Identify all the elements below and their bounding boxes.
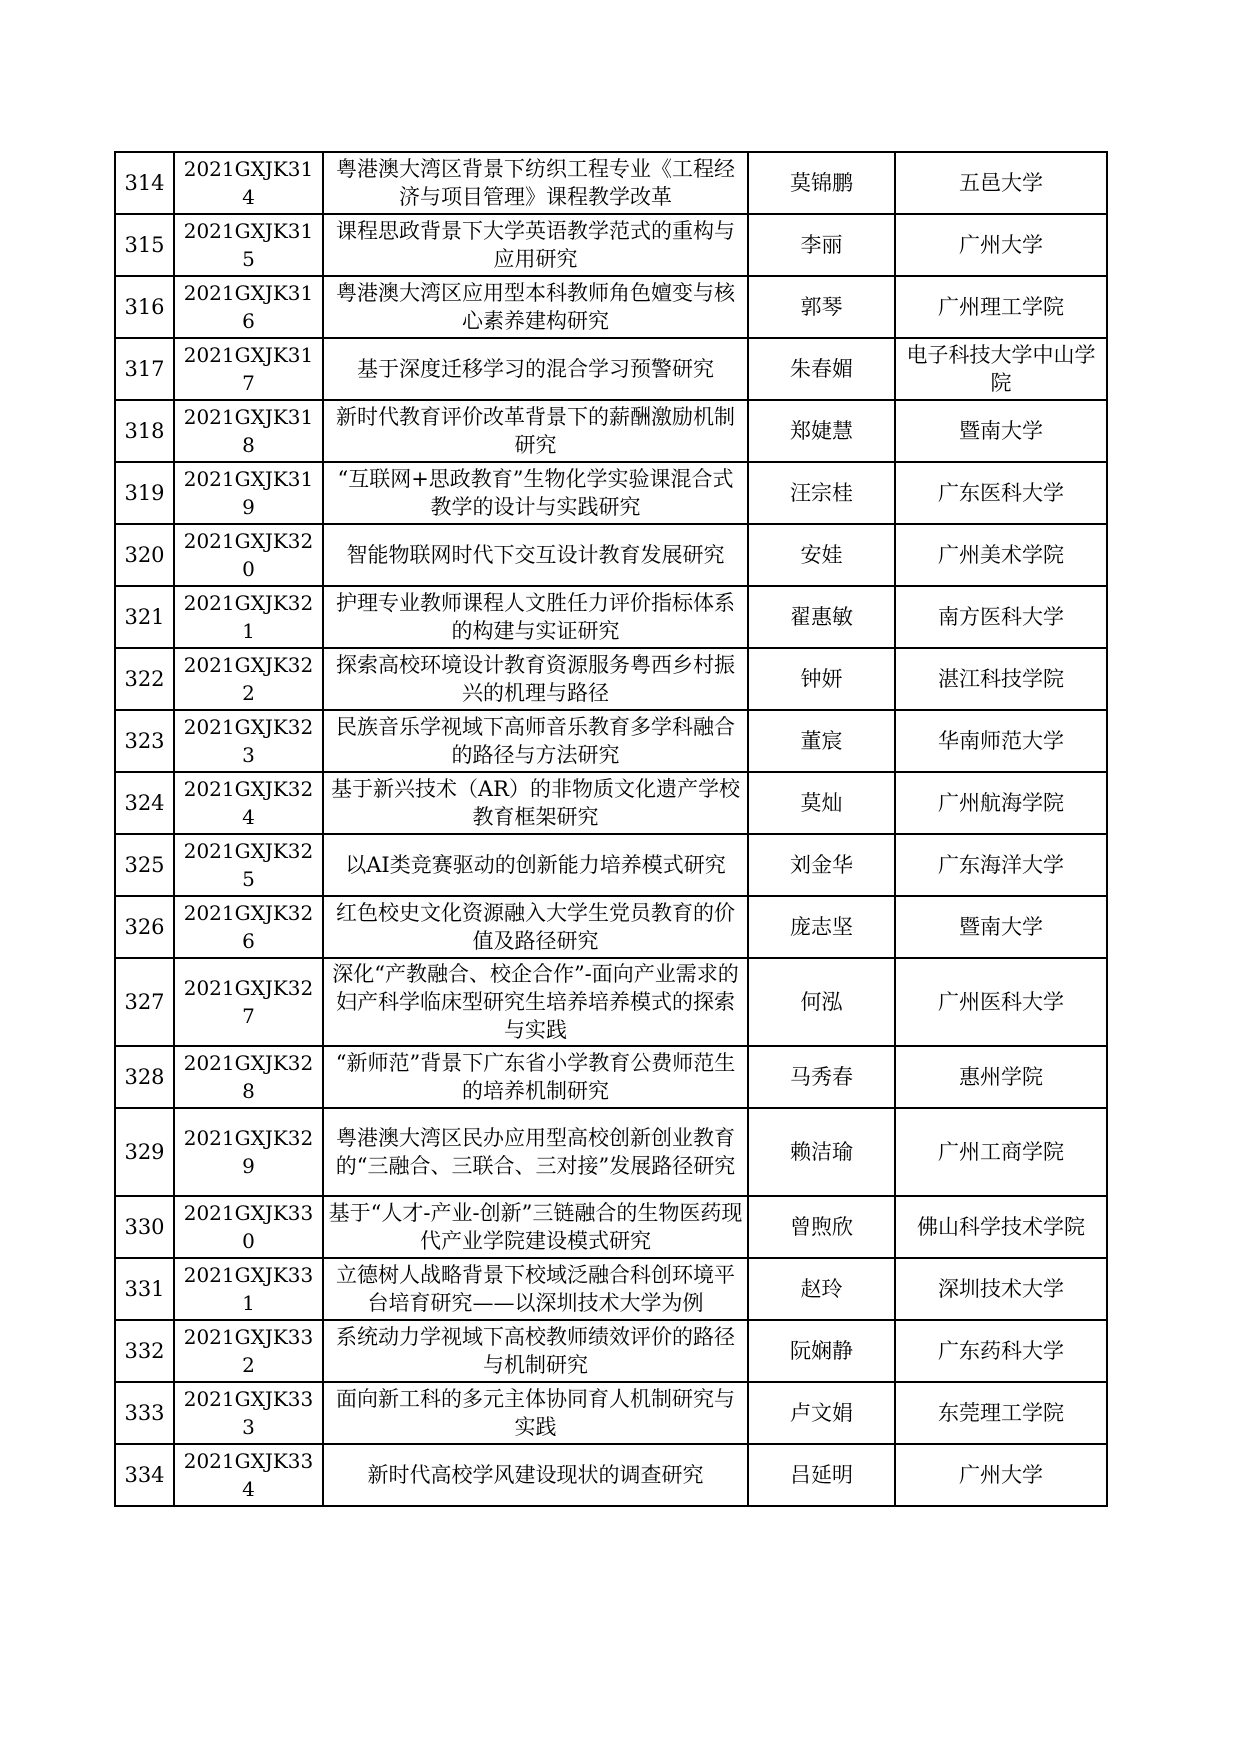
table-row (115, 462, 1107, 524)
cell-project-title: 护理专业教师课程人文胜任力评价指标体系的构建与实证研究 (323, 586, 748, 648)
cell-leader-name: 阮娴静 (748, 1320, 895, 1382)
cell-institution: 东莞理工学院 (895, 1382, 1107, 1444)
cell-project-title: 红色校史文化资源融入大学生党员教育的价值及路径研究 (323, 896, 748, 958)
cell-project-code: 2021GXJK318 (174, 400, 323, 462)
cell-institution: 广州理工学院 (895, 276, 1107, 338)
table-row (115, 1444, 1107, 1506)
cell-number: 334 (115, 1444, 174, 1506)
cell-project-code: 2021GXJK320 (174, 524, 323, 586)
cell-number: 317 (115, 338, 174, 400)
cell-number: 321 (115, 586, 174, 648)
table-row (115, 524, 1107, 586)
cell-number: 324 (115, 772, 174, 834)
cell-institution: 广东医科大学 (895, 462, 1107, 524)
cell-project-title: “互联网+思政教育”生物化学实验课混合式教学的设计与实践研究 (323, 462, 748, 524)
cell-institution: 广东海洋大学 (895, 834, 1107, 896)
table-row (115, 276, 1107, 338)
cell-leader-name: 莫灿 (748, 772, 895, 834)
cell-number: 316 (115, 276, 174, 338)
cell-number: 333 (115, 1382, 174, 1444)
table-row (115, 710, 1107, 772)
cell-project-title: 系统动力学视域下高校教师绩效评价的路径与机制研究 (323, 1320, 748, 1382)
cell-institution: 广州美术学院 (895, 524, 1107, 586)
cell-leader-name: 曾煦欣 (748, 1196, 895, 1258)
cell-institution: 广州航海学院 (895, 772, 1107, 834)
cell-institution: 广州大学 (895, 1444, 1107, 1506)
cell-leader-name: 安娃 (748, 524, 895, 586)
cell-project-code: 2021GXJK327 (174, 958, 323, 1046)
cell-project-title: 粤港澳大湾区背景下纺织工程专业《工程经济与项目管理》课程教学改革 (323, 152, 748, 214)
cell-project-title: 课程思政背景下大学英语教学范式的重构与应用研究 (323, 214, 748, 276)
cell-leader-name: 翟惠敏 (748, 586, 895, 648)
cell-institution: 湛江科技学院 (895, 648, 1107, 710)
cell-leader-name: 赵玲 (748, 1258, 895, 1320)
cell-project-code: 2021GXJK316 (174, 276, 323, 338)
cell-number: 318 (115, 400, 174, 462)
table-row (115, 1382, 1107, 1444)
cell-project-code: 2021GXJK329 (174, 1108, 323, 1196)
cell-leader-name: 郭琴 (748, 276, 895, 338)
cell-institution: 深圳技术大学 (895, 1258, 1107, 1320)
cell-project-title: 新时代教育评价改革背景下的薪酬激励机制研究 (323, 400, 748, 462)
cell-leader-name: 钟妍 (748, 648, 895, 710)
cell-project-title: 立德树人战略背景下校域泛融合科创环境平台培育研究——以深圳技术大学为例 (323, 1258, 748, 1320)
cell-leader-name: 刘金华 (748, 834, 895, 896)
cell-institution: 广州医科大学 (895, 958, 1107, 1046)
cell-number: 319 (115, 462, 174, 524)
table-row (115, 214, 1107, 276)
cell-number: 315 (115, 214, 174, 276)
cell-project-title: 基于深度迁移学习的混合学习预警研究 (323, 338, 748, 400)
cell-leader-name: 庞志坚 (748, 896, 895, 958)
cell-project-code: 2021GXJK333 (174, 1382, 323, 1444)
cell-project-code: 2021GXJK326 (174, 896, 323, 958)
cell-institution: 广东药科大学 (895, 1320, 1107, 1382)
project-list-table (114, 151, 1108, 1507)
cell-leader-name: 李丽 (748, 214, 895, 276)
cell-leader-name: 郑婕慧 (748, 400, 895, 462)
cell-leader-name: 何泓 (748, 958, 895, 1046)
cell-number: 314 (115, 152, 174, 214)
cell-project-code: 2021GXJK315 (174, 214, 323, 276)
cell-leader-name: 卢文娟 (748, 1382, 895, 1444)
cell-project-title: 面向新工科的多元主体协同育人机制研究与实践 (323, 1382, 748, 1444)
cell-institution: 惠州学院 (895, 1046, 1107, 1108)
cell-institution: 暨南大学 (895, 400, 1107, 462)
cell-project-code: 2021GXJK325 (174, 834, 323, 896)
table-row (115, 772, 1107, 834)
cell-project-title: 粤港澳大湾区应用型本科教师角色嬗变与核心素养建构研究 (323, 276, 748, 338)
cell-number: 327 (115, 958, 174, 1046)
table-row (115, 896, 1107, 958)
cell-leader-name: 朱春媚 (748, 338, 895, 400)
cell-project-code: 2021GXJK324 (174, 772, 323, 834)
table-row (115, 1046, 1107, 1108)
table-row (115, 586, 1107, 648)
cell-project-title: 基于新兴技术（AR）的非物质文化遗产学校教育框架研究 (323, 772, 748, 834)
table-row (115, 152, 1107, 214)
cell-project-title: 智能物联网时代下交互设计教育发展研究 (323, 524, 748, 586)
cell-number: 328 (115, 1046, 174, 1108)
cell-institution: 广州大学 (895, 214, 1107, 276)
cell-institution: 广州工商学院 (895, 1108, 1107, 1196)
cell-project-code: 2021GXJK331 (174, 1258, 323, 1320)
cell-institution: 五邑大学 (895, 152, 1107, 214)
cell-project-code: 2021GXJK330 (174, 1196, 323, 1258)
cell-project-code: 2021GXJK328 (174, 1046, 323, 1108)
cell-project-title: 基于“人才-产业-创新”三链融合的生物医药现代产业学院建设模式研究 (323, 1196, 748, 1258)
cell-project-code: 2021GXJK323 (174, 710, 323, 772)
cell-project-code: 2021GXJK321 (174, 586, 323, 648)
cell-number: 325 (115, 834, 174, 896)
table-row (115, 400, 1107, 462)
cell-number: 322 (115, 648, 174, 710)
cell-leader-name: 董宸 (748, 710, 895, 772)
cell-number: 320 (115, 524, 174, 586)
table-row (115, 1196, 1107, 1258)
cell-project-code: 2021GXJK332 (174, 1320, 323, 1382)
cell-project-title: 探索高校环境设计教育资源服务粤西乡村振兴的机理与路径 (323, 648, 748, 710)
cell-leader-name: 吕延明 (748, 1444, 895, 1506)
table-row (115, 338, 1107, 400)
cell-project-title: 深化“产教融合、校企合作”-面向产业需求的妇产科学临床型研究生培养培养模式的探索与实践 (323, 958, 748, 1046)
cell-number: 330 (115, 1196, 174, 1258)
cell-project-title: 以AI类竞赛驱动的创新能力培养模式研究 (323, 834, 748, 896)
project-list-table-container (114, 151, 1106, 1507)
cell-project-code: 2021GXJK314 (174, 152, 323, 214)
cell-project-code: 2021GXJK319 (174, 462, 323, 524)
cell-institution: 暨南大学 (895, 896, 1107, 958)
cell-institution: 电子科技大学中山学院 (895, 338, 1107, 400)
cell-project-title: 民族音乐学视域下高师音乐教育多学科融合的路径与方法研究 (323, 710, 748, 772)
cell-number: 332 (115, 1320, 174, 1382)
table-row (115, 648, 1107, 710)
cell-leader-name: 莫锦鹏 (748, 152, 895, 214)
cell-number: 329 (115, 1108, 174, 1196)
cell-leader-name: 赖洁瑜 (748, 1108, 895, 1196)
cell-institution: 华南师范大学 (895, 710, 1107, 772)
cell-number: 331 (115, 1258, 174, 1320)
table-row (115, 834, 1107, 896)
table-row (115, 1258, 1107, 1320)
cell-project-code: 2021GXJK322 (174, 648, 323, 710)
cell-project-title: 新时代高校学风建设现状的调查研究 (323, 1444, 748, 1506)
cell-number: 326 (115, 896, 174, 958)
cell-leader-name: 汪宗桂 (748, 462, 895, 524)
cell-project-title: 粤港澳大湾区民办应用型高校创新创业教育的“三融合、三联合、三对接”发展路径研究 (323, 1108, 748, 1196)
cell-leader-name: 马秀春 (748, 1046, 895, 1108)
cell-project-code: 2021GXJK334 (174, 1444, 323, 1506)
table-row (115, 1108, 1107, 1196)
cell-project-title: “新师范”背景下广东省小学教育公费师范生的培养机制研究 (323, 1046, 748, 1108)
cell-project-code: 2021GXJK317 (174, 338, 323, 400)
cell-institution: 南方医科大学 (895, 586, 1107, 648)
table-row (115, 958, 1107, 1046)
cell-institution: 佛山科学技术学院 (895, 1196, 1107, 1258)
table-row (115, 1320, 1107, 1382)
cell-number: 323 (115, 710, 174, 772)
